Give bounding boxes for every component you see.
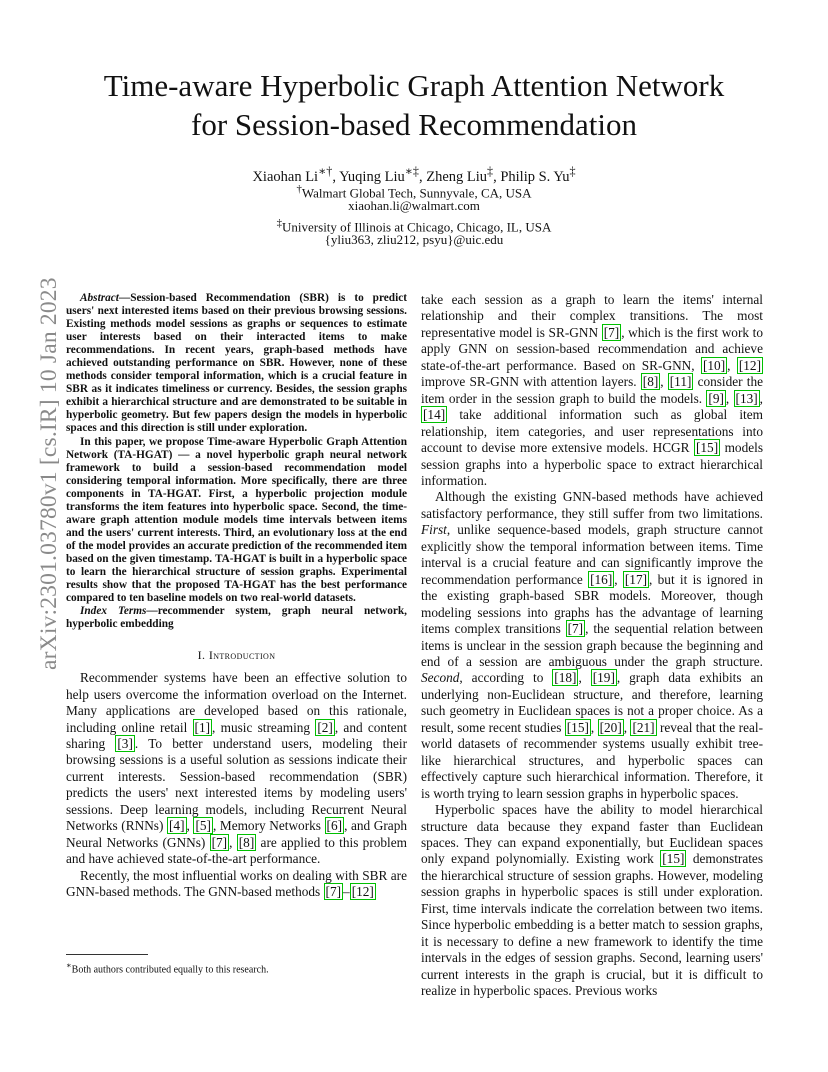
affiliation-email: {yliu363, zliu212, psyu}@uic.edu [324, 232, 504, 247]
arxiv-identifier: arXiv:2301.03780v1 [cs.IR] 10 Jan 2023 [36, 277, 62, 670]
citation-link[interactable]: [1] [194, 719, 211, 735]
citation-link[interactable]: [16] [590, 571, 613, 587]
text-run: , [660, 374, 668, 390]
text-run: – [343, 884, 350, 900]
author-name: Zheng Liu [426, 168, 488, 185]
section-title: Introduction [208, 648, 276, 663]
text-run: , Memory Networks [212, 818, 325, 834]
citation-link[interactable]: [10] [702, 357, 726, 373]
author-mark: ∗† [318, 164, 333, 178]
citation-link[interactable]: [18] [554, 670, 577, 686]
citation-link[interactable]: [20] [599, 719, 622, 735]
citation-link[interactable]: [11] [669, 374, 692, 390]
section-number: I. [197, 648, 209, 663]
text-run: , graph data exhibits an underlying non-Euclidean structure, and therefore, learning such geometry in Euclidean spaces is not a proper choice. As a result, some recent studies [421, 670, 764, 735]
text-run: , but it is ignored in the existing graph-based SBR models. Moreover, though modeling sessions into graphs has the advantage of learning items complex transitions [421, 571, 763, 637]
text-run: Although the existing GNN-based methods have achieved satisfactory performance, they still suffer from two limitations. [421, 489, 763, 521]
citation-link[interactable]: [13] [735, 390, 758, 406]
author-name: Philip S. Yu [500, 168, 570, 185]
text-run: Recently, the most influential works on dealing with SBR are GNN-based methods. The GNN-based methods [66, 867, 407, 900]
text-run: consider the item order in the session graph to build the models. [421, 374, 763, 406]
citation-link[interactable]: [5] [195, 818, 211, 834]
text-run: , the sequential relation between items is unclear in the session graph because the beginning and end of a session are ambiguous under the graph structure. [421, 621, 763, 669]
citation-link[interactable]: [19] [592, 670, 615, 686]
text-run: , [590, 719, 598, 735]
text-run: Recommender systems have been an effective solution to help users overcome the information overload on the Internet. Many applications are developed based on this rationale, including online retail [66, 670, 407, 735]
citation-link[interactable]: [8] [238, 834, 255, 850]
text-run: models session graphs into a hyperbolic space to extract hierarchical information. [421, 440, 763, 488]
abstract-text: Session-based Recommendation (SBR) is to predict users' next interested items based on their previous browsing sessions. Existing methods model sessions as graphs or sequences to estimate user interests based on their interacted items to make recommendations. In recent years, graph-based methods have achieved outstanding performance on SBR. However, none of these methods consider temporal information, which is a crucial feature in SBR as it indicates timeliness or currency. Besides, the session graphs exhibit a hierarchical structure and are demonstrated to be suitable in hyperbolic geometry. But few papers design the models in hyperbolic spaces and this direction is still under exploration. [66, 292, 407, 435]
abstract-paragraph [66, 292, 407, 436]
author-separator: , [418, 168, 427, 185]
emphasis: First [421, 522, 447, 538]
text-run: , music streaming [212, 719, 316, 735]
abstract-dash: — [118, 292, 131, 304]
affiliation-text: Walmart Global Tech, Sunnyvale, CA, USA [301, 185, 532, 201]
index-terms [66, 605, 407, 631]
author-separator: , [493, 168, 501, 185]
text-run: Hyperbolic spaces have the ability to model hierarchical structure data because they expand faster than Euclidean spaces. They can expand exponentially, but Euclidean spaces only expand polynomially. Existing work [421, 802, 763, 867]
abstract-paragraph: In this paper, we propose Time-aware Hyperbolic Graph Attention Network (TA-HGAT) — a novel hyperbolic graph neural network framework to build a session-based recommendation model considering temporal information. More specifically, there are three components in TA-HGAT. First, a hyperbolic projection module transforms the item features into hyperbolic space. Second, the time-aware graph attention module models time intervals between items and the users' current interests. Third, an evolutionary loss at the end of the model provides an accurate prediction of the recommended item based on the given timestamp. TA-HGAT is built in a hyperbolic space to learn the hierarchical structure of session graphs. Experimental results show that the proposed TA-HGAT has the best performance compared to ten baseline models on two real-world datasets. [66, 435, 407, 605]
citation-link[interactable]: [7] [603, 324, 620, 340]
body-paragraph [421, 802, 763, 999]
text-run: . To better understand users, modeling their browsing sessions is a useful solution as sessions indicate their current interests. Session-based recommendation (SBR) predicts the users' next interested items by modeling users' sessions. Deep learning models, including Recurrent Neural Networks (RNNs) [66, 736, 408, 834]
title-line-2: for Session-based Recommendation [191, 107, 637, 142]
title-line-1: Time-aware Hyperbolic Graph Attention Network [103, 68, 725, 103]
body-paragraph [421, 489, 763, 802]
author-mark: ∗‡ [404, 164, 419, 178]
affiliation-mark: ‡ [276, 217, 283, 229]
citation-link[interactable]: [7] [567, 621, 584, 637]
text-run: , according to [459, 670, 553, 686]
citation-link[interactable]: [15] [566, 719, 589, 735]
text-run: are applied to this problem and have achieved state-of-the-art performance. [66, 834, 407, 867]
citation-link[interactable]: [4] [169, 818, 185, 834]
index-terms-label: Index Terms [80, 605, 147, 618]
citation-link[interactable]: [15] [695, 440, 719, 456]
index-terms-dash: — [146, 605, 158, 618]
citation-link[interactable]: [3] [117, 736, 133, 752]
citation-link[interactable]: [12] [351, 884, 374, 900]
text-run: take each session as a graph to learn the items' internal relationship and their complex transitions. The most representative model is SR-GNN [421, 292, 763, 340]
citation-link[interactable]: [17] [624, 571, 648, 587]
author-name: Xiaohan Li [252, 168, 319, 185]
footnote [66, 960, 406, 976]
text-run: improve SR-GNN with attention layers. [421, 374, 641, 390]
index-terms-text: recommender system, graph neural network, hyperbolic embedding [66, 605, 407, 631]
text-run: , unlike sequence-based models, graph structure cannot explicitly show the temporal information between items. Time interval is a crucial feature and can significantly improve the recommendation performance [421, 522, 763, 587]
body-paragraph [421, 292, 763, 489]
right-column [421, 292, 763, 999]
citation-link[interactable]: [12] [738, 357, 761, 373]
citation-link[interactable]: [9] [708, 390, 724, 406]
text-run: , [229, 834, 237, 850]
intro-paragraph [66, 670, 407, 867]
text-run: demonstrates the hierarchical structure of session graphs. However, modeling session graphs in hyperbolic spaces is still under exploration. First, time intervals indicate the correlation between two items. Since hyperbolic embedding is a better match to session graphs, it is necessary to define a new framework to identify the time intervals in the edges of session graphs. Second, learning users' current interests in the graph is crucial, but it is difficult to realize in hyperbolic spaces. Previous works [421, 851, 764, 999]
text-run: , [623, 719, 631, 735]
citation-link[interactable]: [2] [317, 719, 333, 735]
emphasis: Second [421, 670, 460, 686]
citation-link[interactable]: [7] [211, 834, 228, 850]
citation-link[interactable]: [14] [423, 407, 446, 423]
author-mark: ‡ [487, 164, 494, 178]
author-name: Yuqing Liu [339, 168, 405, 185]
affiliation-text: University of Illinois at Chicago, Chicago, IL, USA [282, 219, 552, 235]
affiliation-email: xiaohan.li@walmart.com [348, 198, 480, 213]
text-run: reveal that the real-world datasets of recommender systems usually exhibit tree-like hierarchical structures, and hyperbolic spaces can effectively capture such hierarchical information. Therefore, it is worth trying to learn session graphs in hyperbolic spaces. [421, 719, 764, 801]
text-run: , [725, 390, 734, 406]
citation-link[interactable]: [15] [662, 851, 685, 867]
section-heading [66, 648, 407, 663]
citation-link[interactable]: [8] [642, 374, 659, 390]
left-column [66, 292, 407, 901]
text-run: , [727, 357, 737, 373]
footnote-text: Both authors contributed equally to this research. [71, 964, 269, 976]
abstract-label: Abstract [80, 292, 119, 304]
paper-title [40, 66, 788, 144]
citation-link[interactable]: [6] [326, 818, 343, 834]
footnote-rule [66, 954, 148, 955]
citation-link[interactable]: [21] [632, 719, 655, 735]
text-run: , and Graph Neural Networks (GNNs) [66, 818, 407, 850]
text-run: , and content sharing [66, 719, 408, 752]
text-run: , [759, 390, 763, 406]
author-separator: , [332, 168, 340, 185]
footnote-mark: ∗ [66, 961, 72, 970]
text-run: , [578, 670, 591, 686]
intro-paragraph [66, 868, 407, 901]
text-run: , [186, 818, 194, 834]
author-mark: ‡ [569, 164, 576, 178]
text-run: take additional information such as global item relationship, item categories, and user representations into account to devise more extensive models. HCGR [421, 407, 763, 456]
text-run: , which is the first work to apply GNN on session-based recommendation and achieve state-of-the-art performance. Based on SR-GNN, [421, 324, 763, 373]
affiliation-mark: † [296, 183, 302, 195]
text-run: , [614, 571, 623, 587]
citation-link[interactable]: [7] [325, 884, 342, 900]
